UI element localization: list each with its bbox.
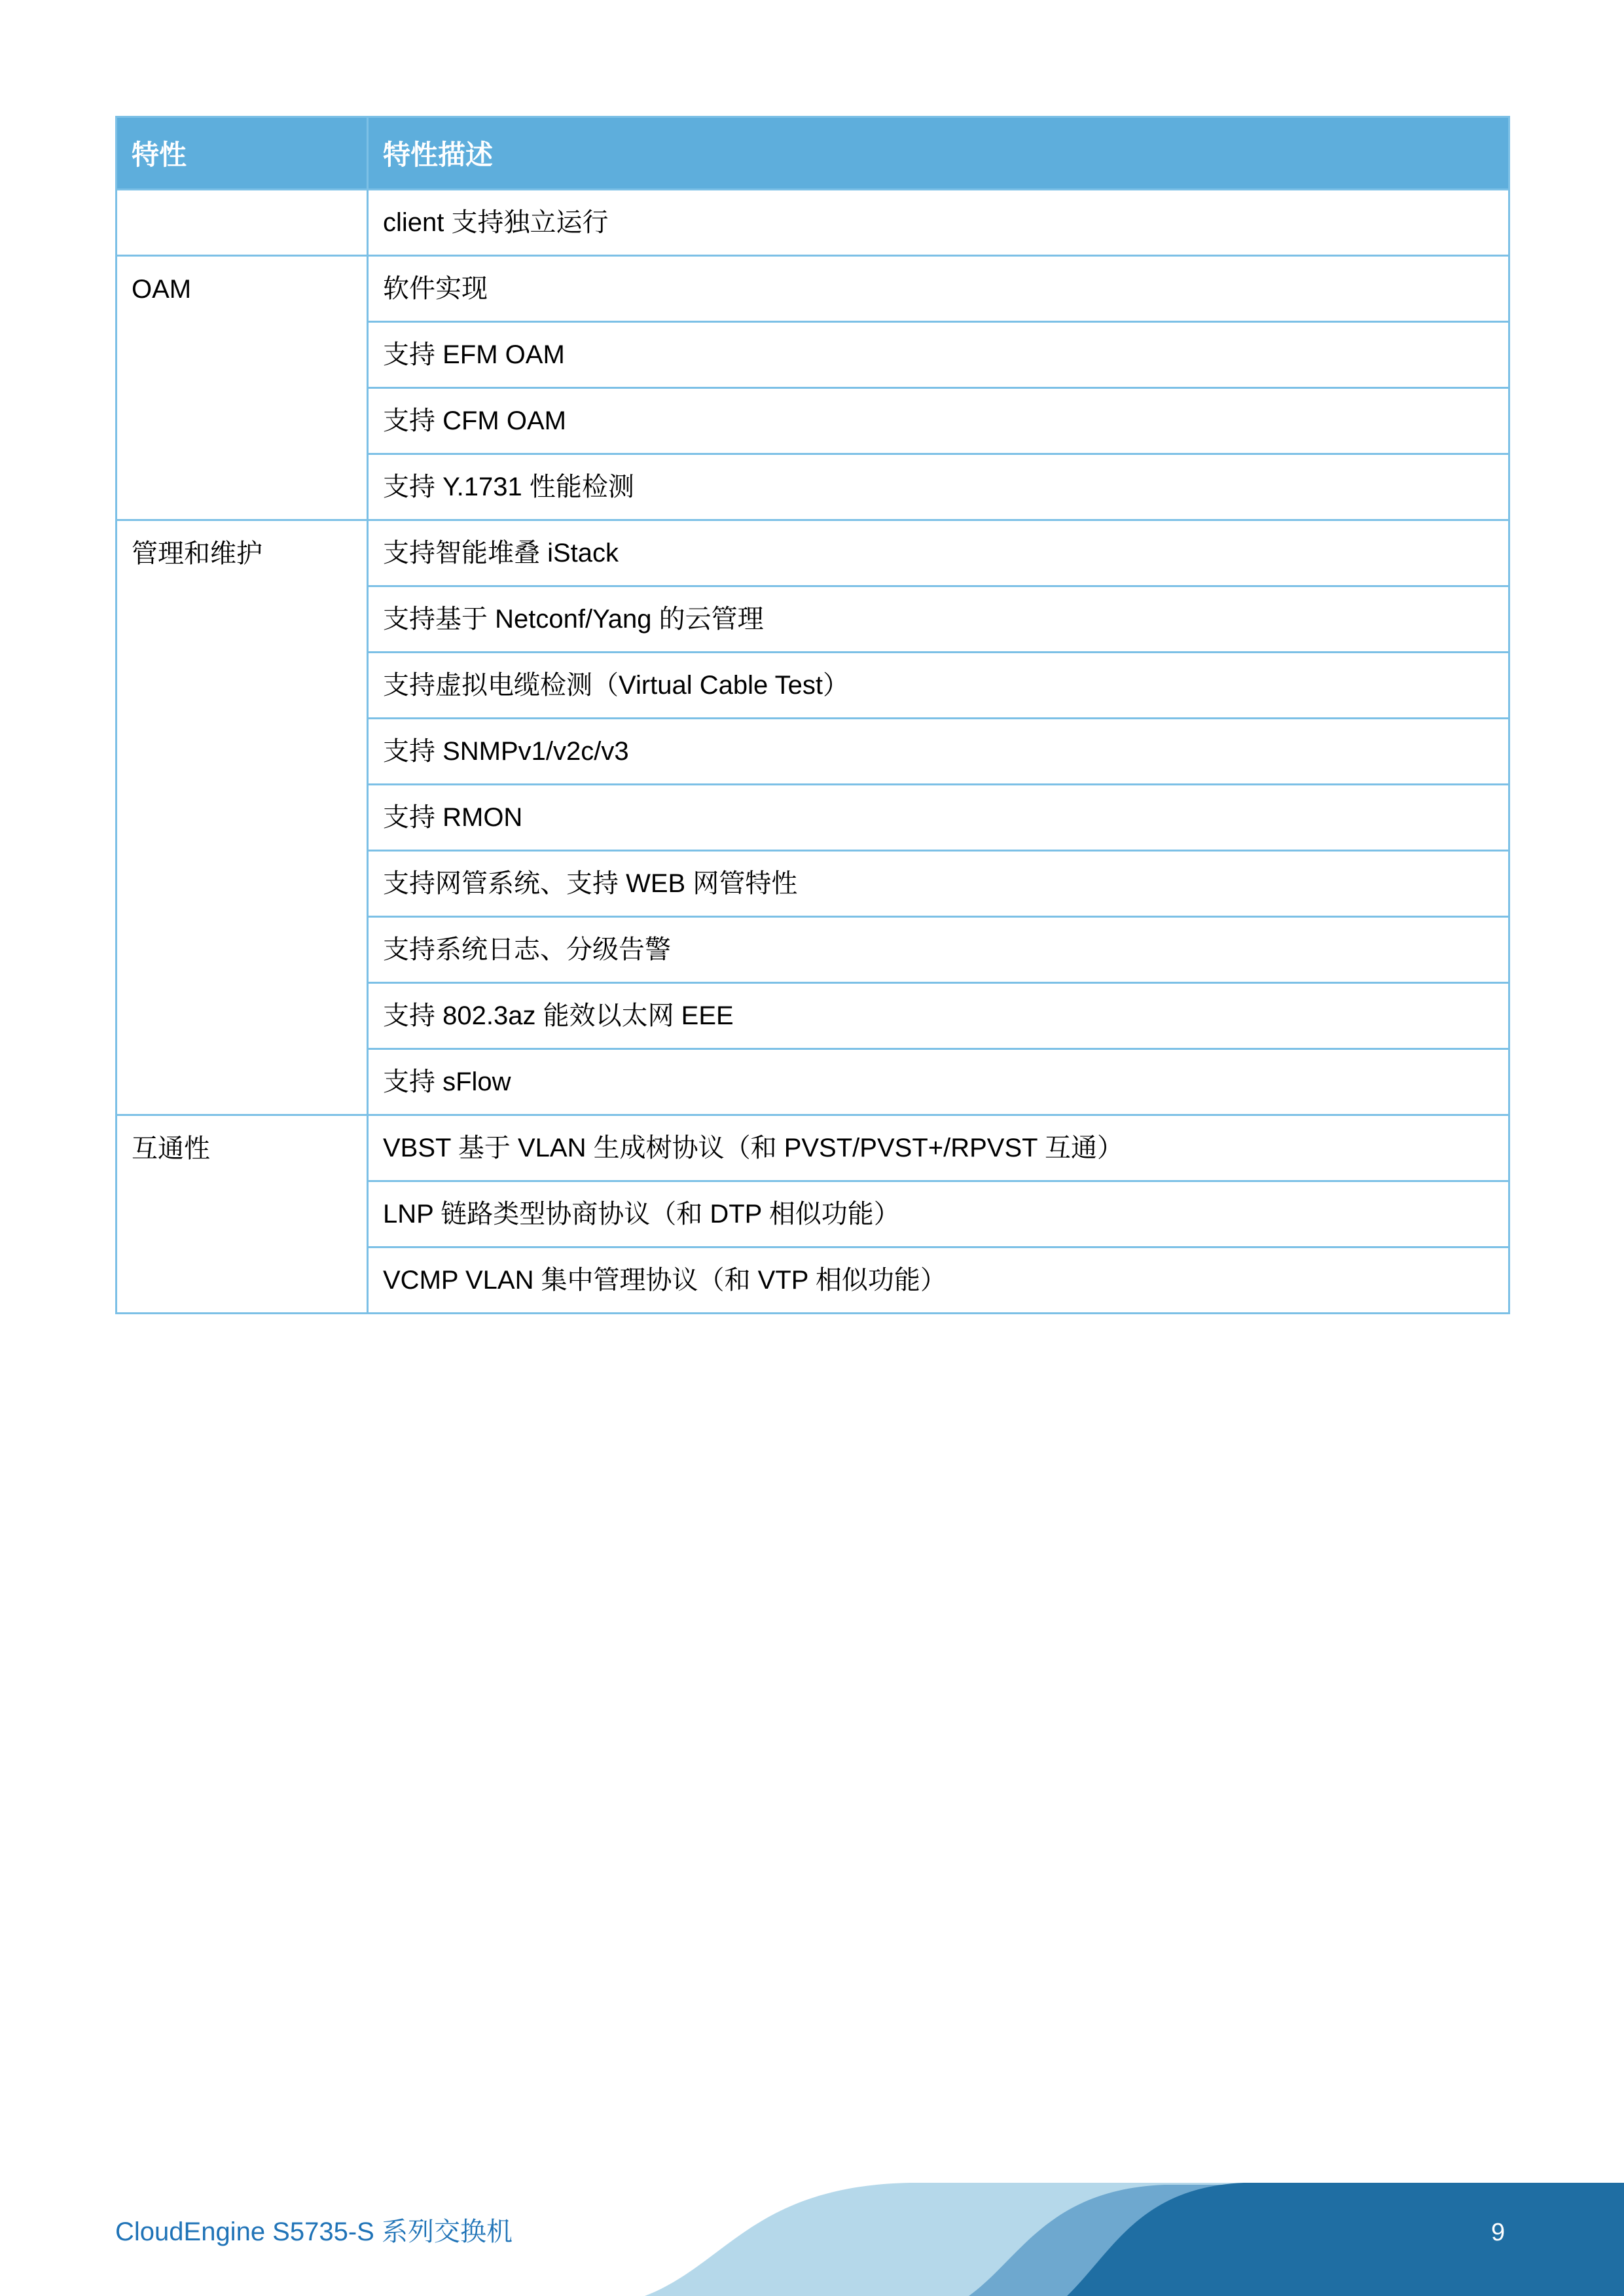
page-number: 9: [1491, 2219, 1506, 2246]
table-row: [117, 520, 1509, 586]
description-cell: 支持 CFM OAM: [368, 388, 1509, 454]
description-cell: 支持智能堆叠 iStack: [368, 520, 1509, 586]
table-header-row: [117, 117, 1509, 190]
description-cell: 支持基于 Netconf/Yang 的云管理: [368, 586, 1509, 653]
description-cell: VBST 基于 VLAN 生成树协议（和 PVST/PVST+/RPVST 互通）: [368, 1115, 1509, 1181]
description-cell: 支持虚拟电缆检测（Virtual Cable Test）: [368, 653, 1509, 719]
feature-cell: OAM: [117, 256, 368, 520]
footer-product-title: CloudEngine S5735-S 系列交换机: [115, 2217, 513, 2246]
description-cell: 支持 EFM OAM: [368, 322, 1509, 388]
description-cell: 软件实现: [368, 256, 1509, 322]
description-cell: 支持 Y.1731 性能检测: [368, 454, 1509, 520]
table-row: [117, 190, 1509, 256]
description-cell: 支持系统日志、分级告警: [368, 917, 1509, 983]
description-cell: client 支持独立运行: [368, 190, 1509, 256]
description-cell: 支持 RMON: [368, 785, 1509, 851]
table-body: [117, 190, 1509, 1314]
description-cell: 支持 SNMPv1/v2c/v3: [368, 719, 1509, 785]
description-cell: 支持 802.3az 能效以太网 EEE: [368, 983, 1509, 1049]
description-cell: 支持网管系统、支持 WEB 网管特性: [368, 851, 1509, 917]
feature-cell: [117, 190, 368, 256]
feature-cell: 管理和维护: [117, 520, 368, 1115]
feature-spec-table: [115, 116, 1510, 1314]
header-description: 特性描述: [368, 117, 1509, 190]
table-row: [117, 1115, 1509, 1181]
description-cell: VCMP VLAN 集中管理协议（和 VTP 相似功能）: [368, 1247, 1509, 1314]
table-row: [117, 256, 1509, 322]
description-cell: LNP 链路类型协商协议（和 DTP 相似功能）: [368, 1181, 1509, 1247]
description-cell: 支持 sFlow: [368, 1049, 1509, 1115]
header-feature: 特性: [117, 117, 368, 190]
feature-cell: 互通性: [117, 1115, 368, 1314]
